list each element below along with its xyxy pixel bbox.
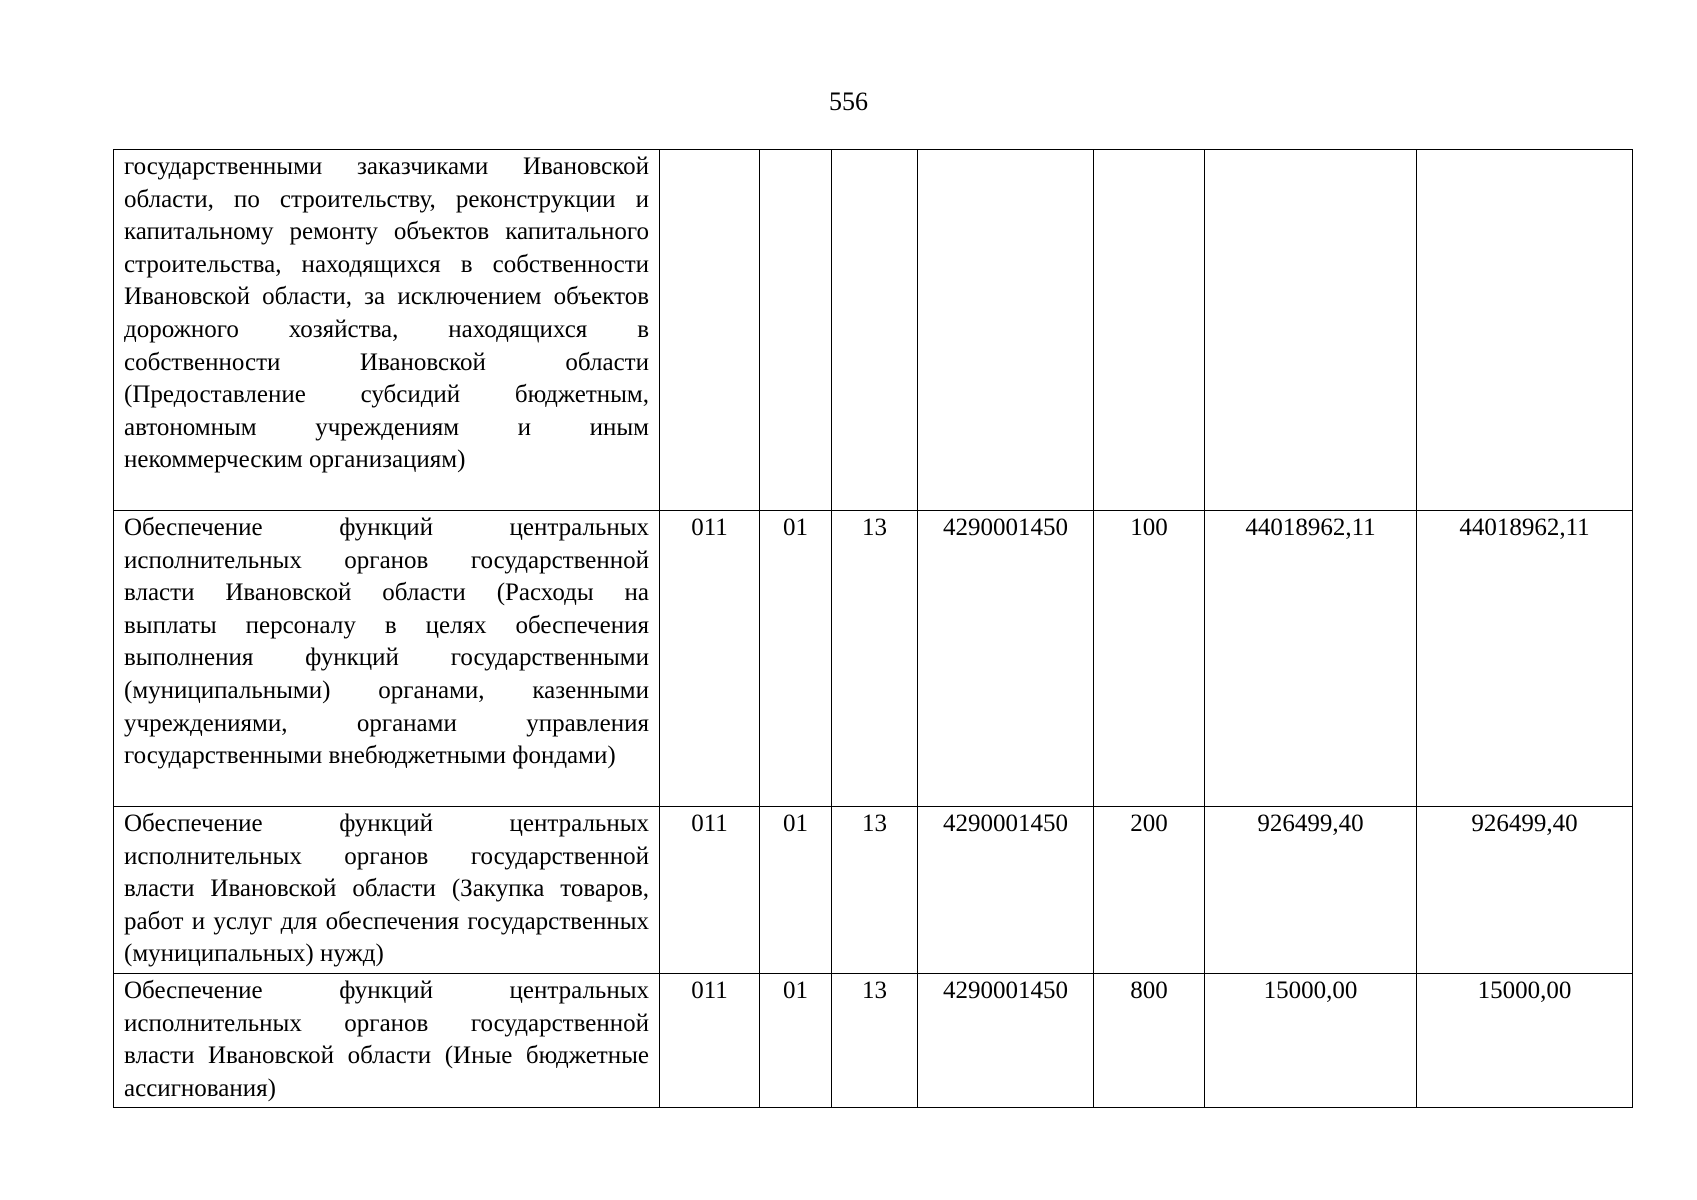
ministry-code-cell: 011 (660, 511, 760, 807)
amount-cell-1 (1205, 150, 1417, 511)
target-article-cell: 4290001450 (918, 511, 1094, 807)
subsection-code-cell: 13 (832, 511, 918, 807)
description-cell (114, 973, 660, 1107)
section-code-cell: 01 (760, 511, 832, 807)
table-row (114, 511, 1633, 807)
amount-cell-1: 926499,40 (1205, 807, 1417, 974)
table-row (114, 973, 1633, 1107)
amount-cell-2 (1417, 150, 1633, 511)
expense-type-cell: 200 (1094, 807, 1205, 974)
budget-table (113, 149, 1633, 1108)
expense-type-cell (1094, 150, 1205, 511)
subsection-code-cell: 13 (832, 973, 918, 1107)
amount-cell-1: 44018962,11 (1205, 511, 1417, 807)
amount-cell-1: 15000,00 (1205, 973, 1417, 1107)
subsection-code-cell (832, 150, 918, 511)
target-article-cell: 4290001450 (918, 807, 1094, 974)
ministry-code-cell (660, 150, 760, 511)
table-row (114, 150, 1633, 511)
description-text: Обеспечение функций центральных исполнительных органов государственной власти Ивановской области (Иные бюджетные ассигнования) (124, 976, 649, 1102)
section-code-cell (760, 150, 832, 511)
amount-cell-2: 15000,00 (1417, 973, 1633, 1107)
description-text: государственными заказчиками Ивановской области, по строительству, реконструкции и капитальному ремонту объектов капитального строительства, находящихся в собственности Ивановской области, за исключением объектов дорожного хозяйства, находящихся в собственности Ивановской области (Предоставление субсидий бюджетным, автономным учреждениям и иным некоммерческим организациям) (124, 153, 649, 474)
table-row (114, 807, 1633, 974)
description-cell (114, 511, 660, 807)
section-code-cell: 01 (760, 973, 832, 1107)
expense-type-cell: 100 (1094, 511, 1205, 807)
ministry-code-cell: 011 (660, 807, 760, 974)
expense-type-cell: 800 (1094, 973, 1205, 1107)
description-text: Обеспечение функций центральных исполнительных органов государственной власти Ивановской области (Закупка товаров, работ и услуг для обеспечения государственных (муниципальных) нужд) (124, 810, 649, 968)
section-code-cell: 01 (760, 807, 832, 974)
page-number: 556 (829, 87, 868, 116)
target-article-cell (918, 150, 1094, 511)
amount-cell-2: 926499,40 (1417, 807, 1633, 974)
ministry-code-cell: 011 (660, 973, 760, 1107)
subsection-code-cell: 13 (832, 807, 918, 974)
description-cell (114, 807, 660, 974)
description-text: Обеспечение функций центральных исполнительных органов государственной власти Ивановской области (Расходы на выплаты персоналу в целях обеспечения выполнения функций государственными (муниципальными) органами, казенными учреждениями, органами управления государственными внебюджетными фондами) (124, 514, 649, 770)
target-article-cell: 4290001450 (918, 973, 1094, 1107)
amount-cell-2: 44018962,11 (1417, 511, 1633, 807)
description-cell (114, 150, 660, 511)
